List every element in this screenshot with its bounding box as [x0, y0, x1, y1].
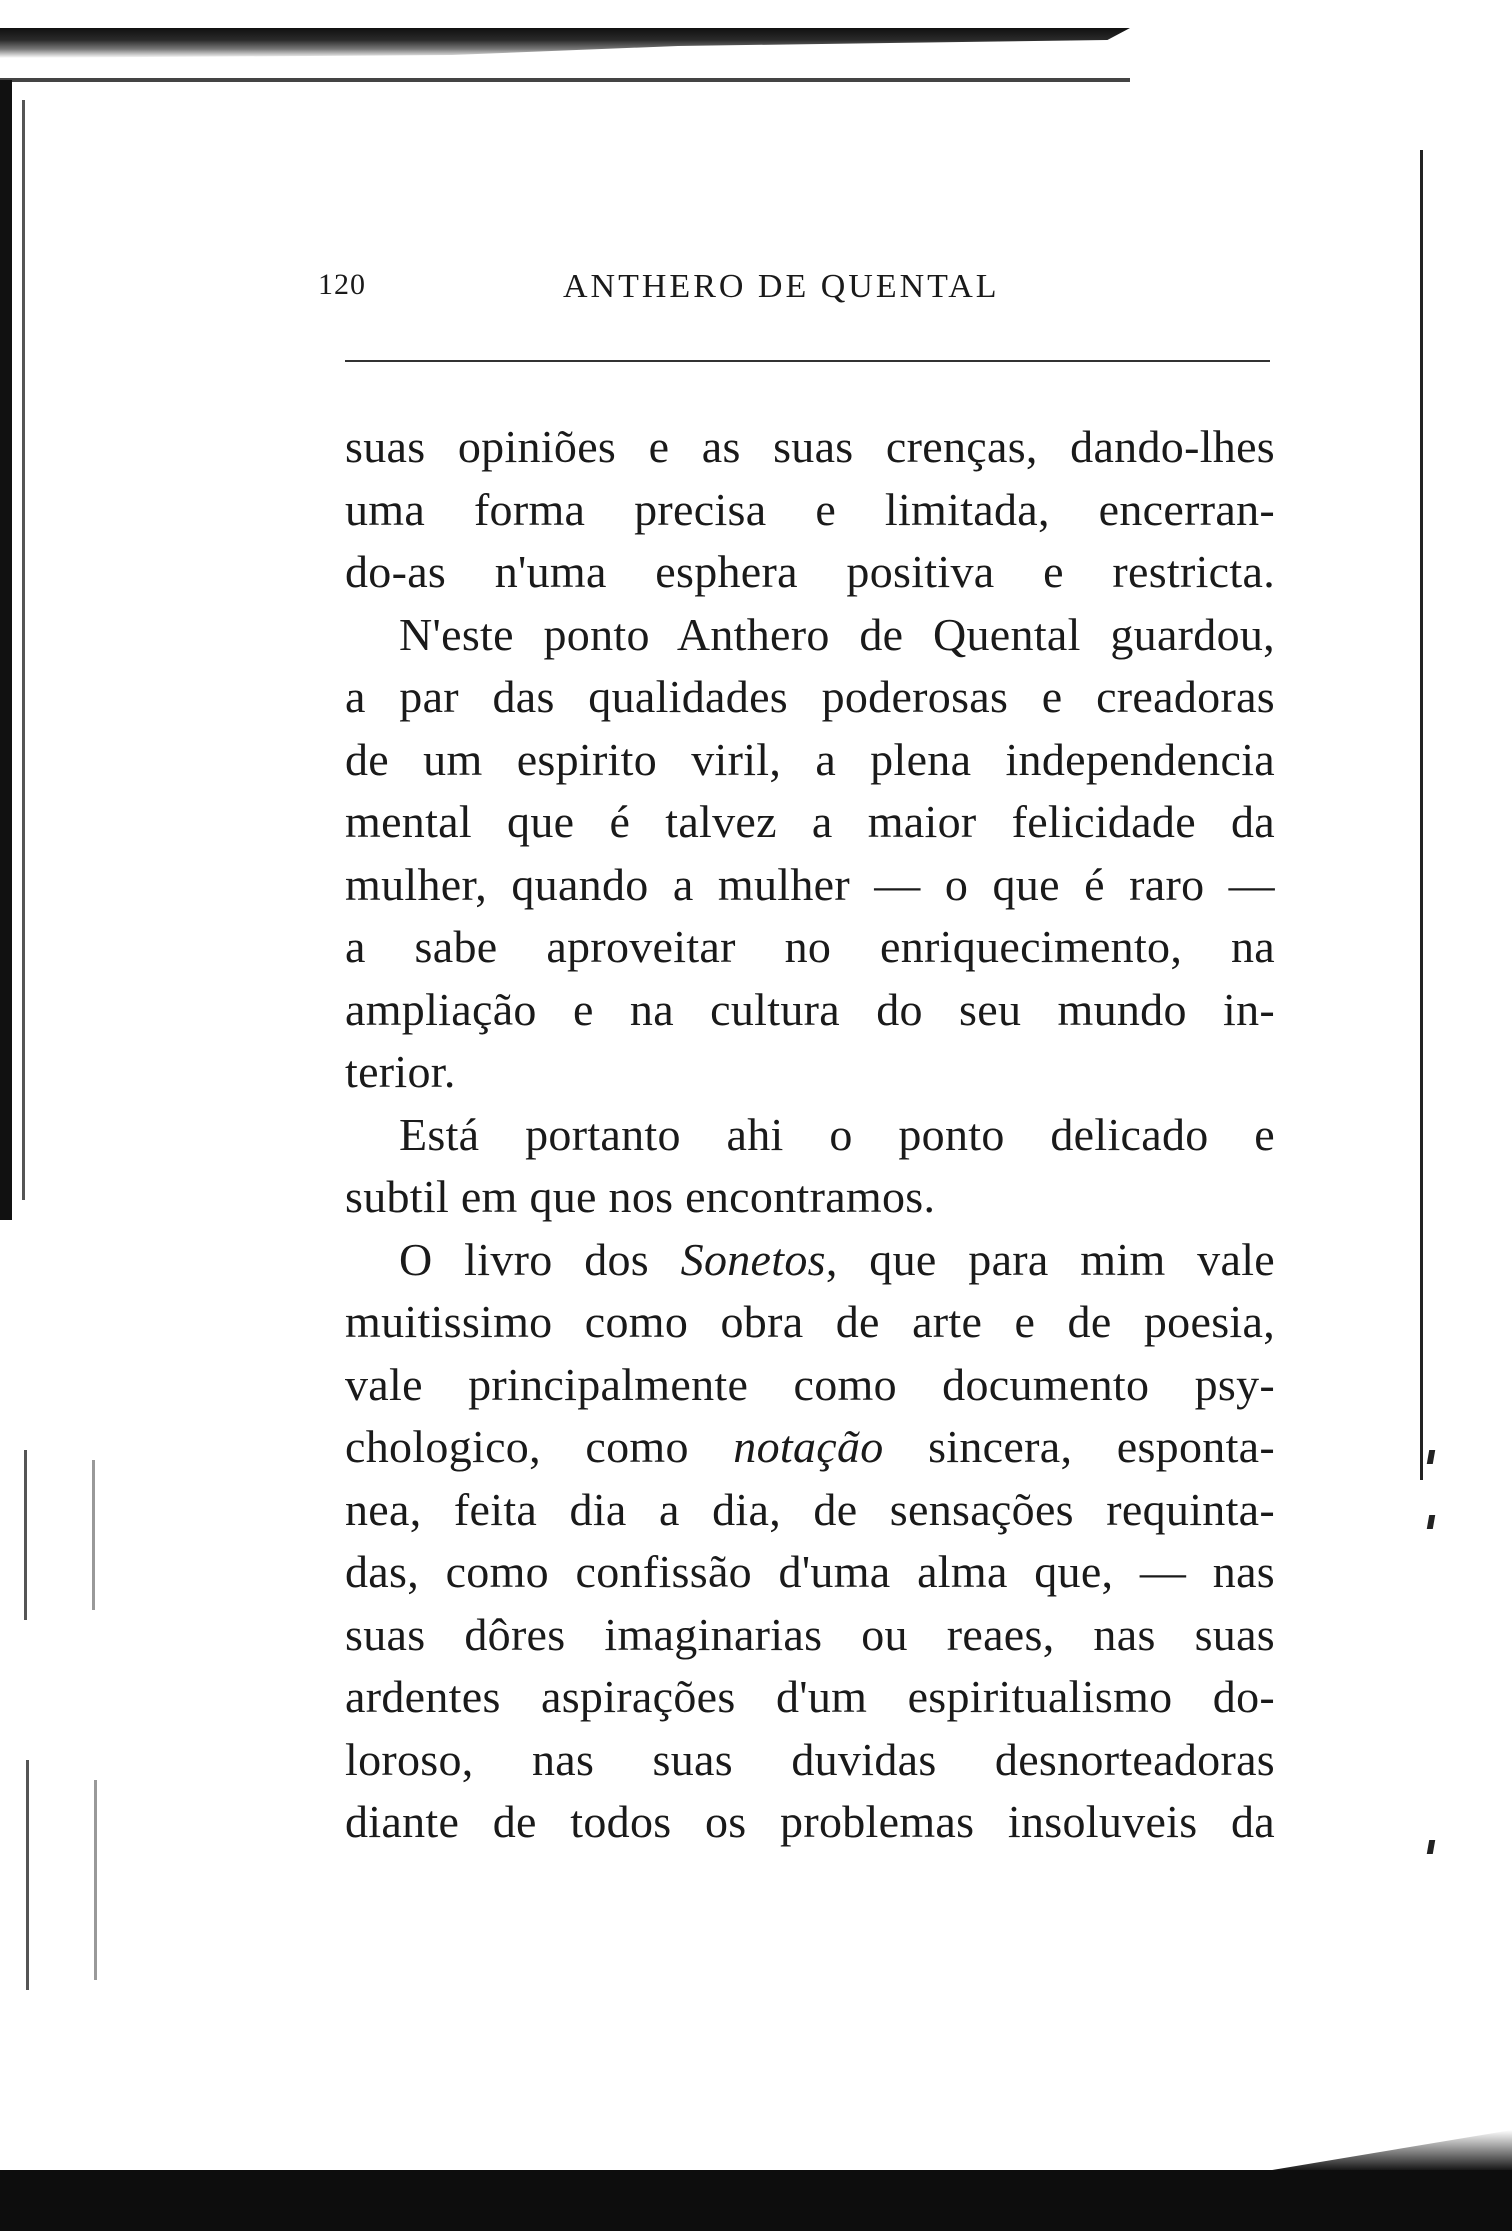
- scan-shadow-bottom-wedge: [1260, 2130, 1512, 2172]
- scan-edge-mark: [1427, 1840, 1435, 1854]
- scan-edge-fragment: [26, 1760, 29, 1990]
- text-line: de um espirito viril, a plena independencia: [345, 733, 1275, 785]
- text-line: suas dôres imaginarias ou reaes, nas suas: [345, 1608, 1275, 1660]
- scan-edge-fragment: [92, 1460, 95, 1610]
- text-segment: , que para mim vale: [825, 1233, 1275, 1285]
- italic-title: Sonetos: [680, 1233, 826, 1285]
- scan-edge-mark: [1427, 1515, 1435, 1529]
- text-line: do-as n'uma esphera positiva e restricta.: [345, 546, 1275, 597]
- text-line: subtil em que nos encontramos.: [345, 1171, 936, 1222]
- scan-shadow-top: [0, 28, 1130, 58]
- scan-edge-fragment: [94, 1780, 97, 1980]
- italic-word: notação: [733, 1421, 884, 1472]
- text-line: mental que é talvez a maior felicidade da: [345, 796, 1275, 847]
- page-number: 120: [318, 268, 366, 301]
- scan-edge-mark: [1427, 1450, 1435, 1464]
- scan-edge-fragment: [24, 1450, 27, 1620]
- scan-edge-line-top: [0, 78, 1130, 82]
- scan-edge-left: [0, 80, 12, 1220]
- running-head: [318, 268, 1268, 316]
- text-line: Está portanto ahi o ponto delicado e: [399, 1108, 1275, 1160]
- text-line: ampliação e na cultura do seu mundo in-: [345, 983, 1275, 1035]
- text-line: N'este ponto Anthero de Quental guardou,: [399, 608, 1275, 660]
- scan-edge-right: [1420, 150, 1423, 1480]
- text-line: terior.: [345, 1046, 456, 1097]
- running-head-title: ANTHERO DE QUENTAL: [563, 268, 1000, 305]
- text-line-mixed: [345, 1416, 1275, 1479]
- text-line: nea, feita dia a dia, de sensações requinta-: [345, 1483, 1275, 1535]
- text-line: mulher, quando a mulher — o que é raro —: [345, 858, 1275, 910]
- text-line: vale principalmente como documento psy-: [345, 1358, 1275, 1410]
- text-segment: sincera, esponta-: [883, 1421, 1275, 1472]
- text-line: muitissimo como obra de arte e de poesia,: [345, 1296, 1275, 1347]
- text-segment: chologico, como: [345, 1421, 734, 1472]
- body-text: [345, 416, 1275, 1854]
- text-line: a sabe aproveitar no enriquecimento, na: [345, 921, 1275, 972]
- scan-edge-line-left: [22, 100, 25, 1200]
- text-line: suas opiniões e as suas crenças, dando-lhes: [345, 421, 1275, 472]
- header-rule: [345, 360, 1270, 362]
- text-line: a par das qualidades poderosas e creadoras: [345, 671, 1275, 722]
- text-line: uma forma precisa e limitada, encerran-: [345, 483, 1275, 535]
- text-line-mixed: [345, 1229, 1275, 1292]
- scan-shadow-bottom: [0, 2170, 1512, 2231]
- text-line: loroso, nas suas duvidas desnorteadoras: [345, 1733, 1275, 1785]
- text-line: ardentes aspirações d'um espiritualismo do-: [345, 1671, 1275, 1722]
- text-segment: O livro dos: [399, 1233, 681, 1285]
- text-line: diante de todos os problemas insoluveis da: [345, 1796, 1275, 1847]
- text-line: das, como confissão d'uma alma que, — nas: [345, 1546, 1275, 1597]
